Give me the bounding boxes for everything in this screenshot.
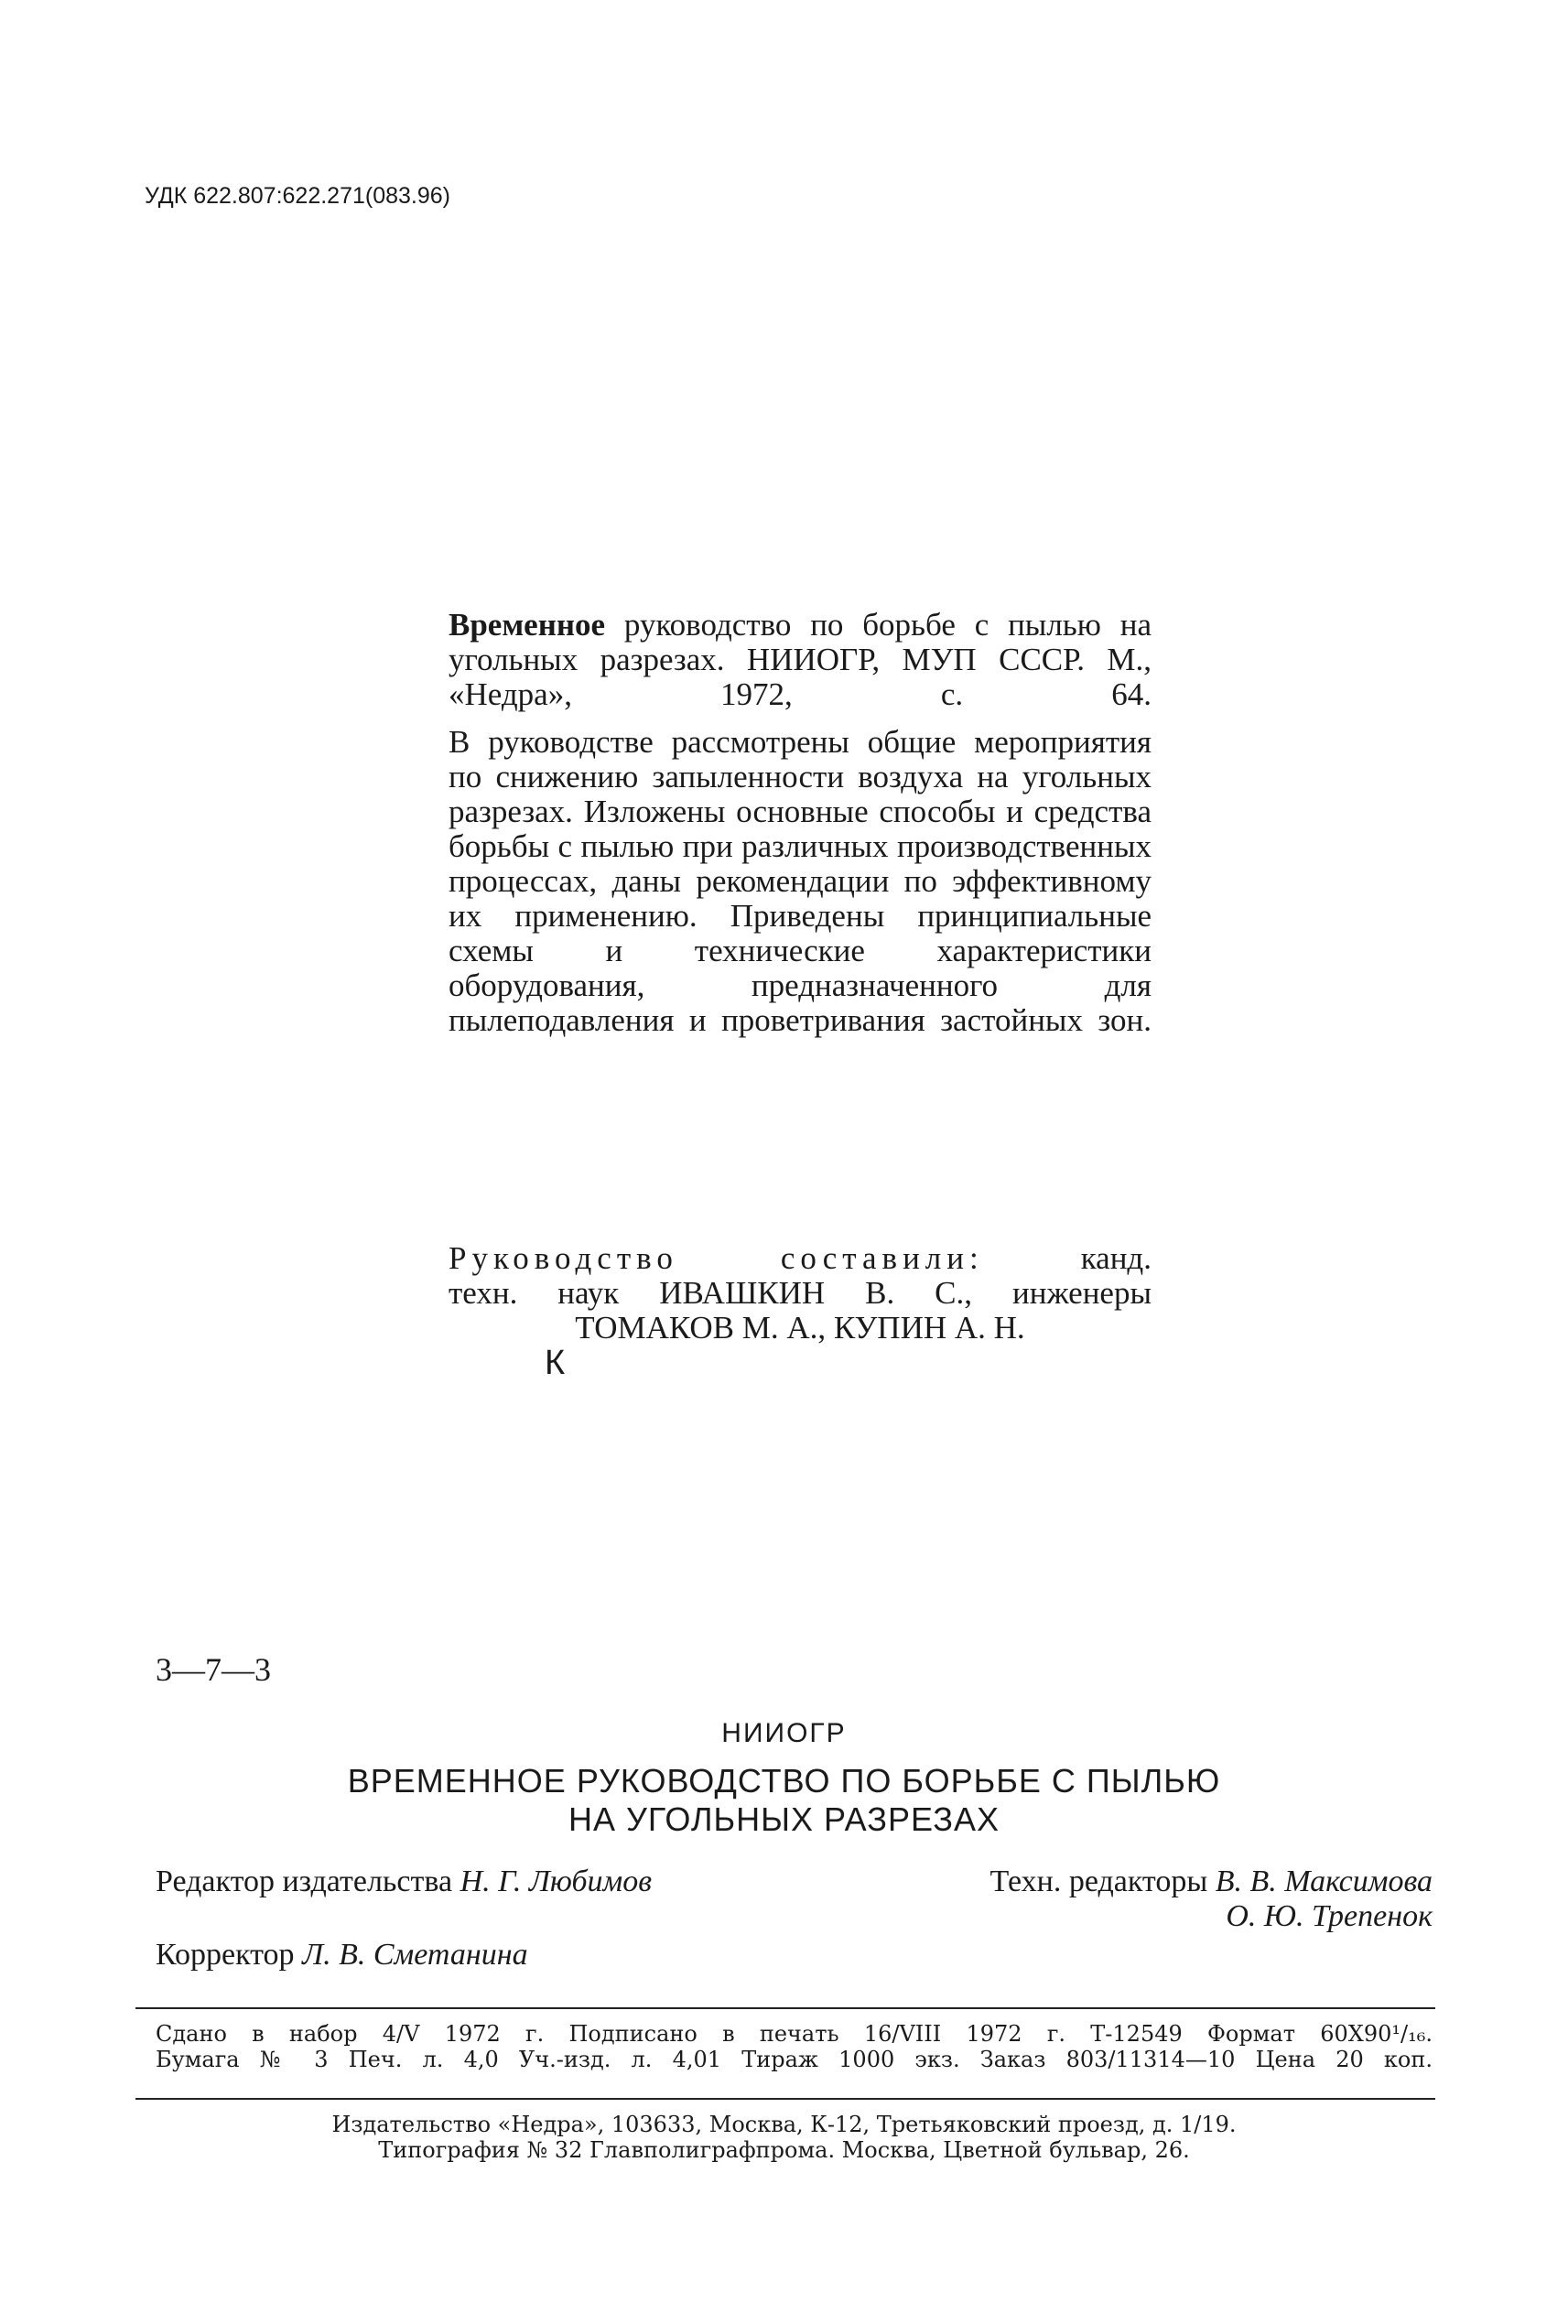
publisher-line-2: Типография № 32 Главполиграфпрома. Москва, Цветной бульвар, 26. <box>378 2137 1190 2163</box>
print-info <box>156 2021 1433 2072</box>
publisher-line-1: Издательство «Недра», 103633, Москва, К-12, Третьяковский проезд, д. 1/19. <box>331 2112 1237 2137</box>
authors-block <box>449 1241 1152 1346</box>
tech-editor-1: В. В. Максимова <box>1215 1865 1433 1898</box>
corrector <box>156 1938 528 1973</box>
tech-editor-2: О. Ю. Трепенок <box>1226 1899 1433 1933</box>
publishing-editor <box>156 1865 652 1899</box>
book-title-line-1: ВРЕМЕННОЕ РУКОВОДСТВО ПО БОРЬБЕ С ПЫЛЬЮ <box>347 1762 1221 1800</box>
divider-top <box>135 2007 1435 2009</box>
book-title <box>0 1762 1568 1839</box>
tech-editors <box>990 1865 1433 1899</box>
print-info-line-2: Бумага № 3 Печ. л. 4,0 Уч.-изд. л. 4,01 Тираж 1000 экз. Заказ 803/11314—10 Цена 20 коп. <box>156 2047 1433 2072</box>
print-info-line-1: Сдано в набор 4/V 1972 г. Подписано в печать 16/VIII 1972 г. Т-12549 Формат 60X90¹/₁₆. <box>156 2021 1433 2047</box>
reference-lead-word: Временное <box>449 607 606 643</box>
tech-editors-label: Техн. редакторы <box>989 1865 1216 1898</box>
udk-code: УДК 622.807:622.271(083.96) <box>145 183 450 209</box>
authors-line-2: техн. наук ИВАШКИН В. С., инженеры <box>449 1275 1152 1311</box>
credits-block <box>156 1865 1433 1934</box>
publisher-info <box>0 2112 1568 2163</box>
credits-row-1 <box>156 1865 1433 1899</box>
abstract-summary: В руководстве рассмотрены общие мероприятия по снижению запыленности воздуха на угольных разрезах. Изложены основные способы и средства борьбы с пылью при различных производственных процессах, даны рекомендации по эффективному их применению. Приведены принципиальные схемы и технические характеристики оборудования, предназначенного для пылеподавления и проветривания застойных зон. <box>449 724 1152 1038</box>
authors-line-1 <box>449 1241 1152 1276</box>
credits-row-2 <box>156 1899 1433 1934</box>
corrector-name: Л. В. Сметанина <box>302 1938 528 1972</box>
authors-label: Руководство составили: <box>449 1240 984 1276</box>
bibliographic-reference <box>449 608 1152 712</box>
classification-code: 3—7—3 <box>156 1651 271 1688</box>
book-title-line-2: НА УГОЛЬНЫХ РАЗРЕЗАХ <box>568 1800 1000 1838</box>
tech-editor-2-wrap <box>1226 1899 1433 1934</box>
handwritten-mark: К <box>545 1344 566 1382</box>
divider-bottom <box>135 2098 1435 2100</box>
abstract-block <box>449 608 1152 1038</box>
reference-text: руководство по борьбе с пылью на угольных разрезах. НИИОГР, МУП СССР. М., «Недра», 1972, с. 64. <box>449 607 1152 712</box>
editor-name: Н. Г. Любимов <box>460 1865 653 1898</box>
authors-line-3: ТОМАКОВ М. А., КУПИН А. Н. <box>575 1310 1025 1346</box>
editor-label: Редактор издательства <box>156 1865 460 1898</box>
authors-degree: канд. <box>983 1240 1152 1276</box>
organization-name: НИИОГР <box>721 1718 847 1748</box>
corrector-label: Корректор <box>156 1938 303 1972</box>
